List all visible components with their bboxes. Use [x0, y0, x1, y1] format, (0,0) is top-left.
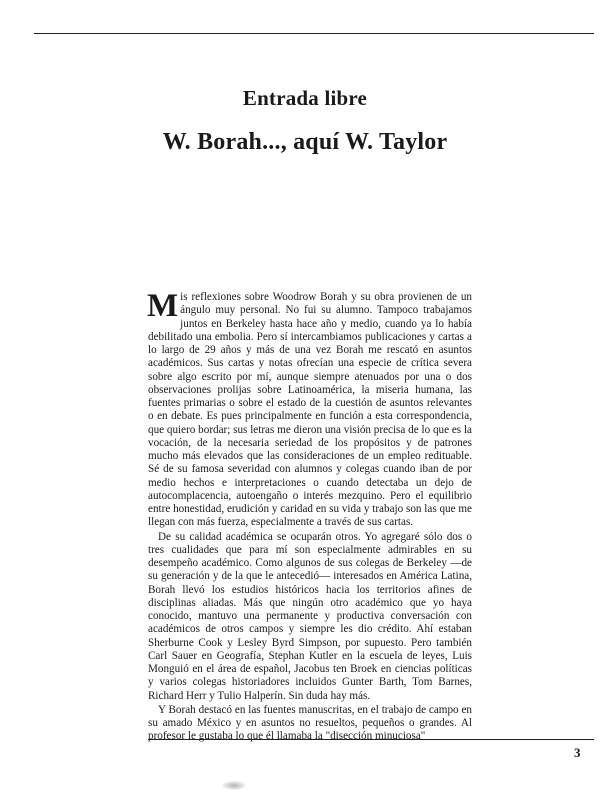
section-title: Entrada libre [242, 86, 368, 110]
paragraph-3: Y Borah destacó en las fuentes manuscritas, en el trabajo de campo en su amado México y en asuntos no resueltos, pequeños o grandes. Al profesor le gustaba lo que él llamaba la "disección minuciosa" [148, 703, 472, 743]
bottom-rule [148, 739, 594, 740]
page-number: 3 [574, 745, 581, 760]
paragraph-1-text: is reflexiones sobre Woodrow Borah y su obra provienen de un ángulo muy personal. No fui su alumno. Tampoco trabajamos juntos en Berkeley hasta hace año y medio, cuando ya lo había debilitado una embolia. Pero sí intercambiamos publicaciones y cartas a lo largo de 29 años y más de una vez Borah me rescató en asuntos académicos. Sus cartas y notas ofrecían una especie de crítica severa sobre algo escrito por mí, aunque siempre atenuados por una o dos observaciones prolijas sobre Latinoamérica, la miseria humana, las fuentes primarias o sobre el estado de la cuestión de asuntos relevantes o en debate. Es pues principalmente en función a esta correspondencia, que quiero bordar; sus letras me dieron una visión precisa de lo que es la vocación, de la necesaria seriedad de los propósitos y de patrones mucho más elevados que las consideraciones de un empleo redituable. Sé de su famosa severidad con alumnos y colegas cuando iban de por medio hechos e interpretaciones o cuando detectaba un dejo de autocomplacencia, autoengaño o interés mezquino. Pero el equilibrio entre honestidad, erudición y caridad en su vida y trabajo son las que me llegan con más fuerza, especialmente a través de sus cartas. [148, 291, 472, 529]
drop-cap: M [147, 288, 179, 324]
paragraph-1 [147, 288, 472, 530]
paragraph-2: De su calidad académica se ocuparán otros. Yo agregaré sólo dos o tres cualidades que para mí son especialmente admirables en su desempeño académico. Como algunos de sus colegas de Berkeley —de su generación y de la que le antecedió— interesados en América Latina, Borah llevó los estudios históricos hacia los territorios afines de disciplinas aliadas. Más que ningún otro académico que yo haya conocido, mantuvo una permanente y productiva conversación con académicos de otros campos y siempre les dio crédito. Ahí estaban Sherburne Cook y Lesley Byrd Simpson, por supuesto. Pero también Carl Sauer en Geografía, Stephan Kutler en la escuela de leyes, Luis Monguió en el área de español, Jacobus ten Broek en ciencias políticas y varios colegas historiadores incluidos Gunter Barth, Tom Barnes, Richard Herr y Tulio Halperín. Sin duda hay más. [148, 530, 472, 702]
article-body [147, 288, 472, 744]
article-title: W. Borah..., aquí W. Taylor [162, 129, 448, 155]
top-rule [34, 33, 594, 34]
scan-smudge [222, 781, 246, 790]
